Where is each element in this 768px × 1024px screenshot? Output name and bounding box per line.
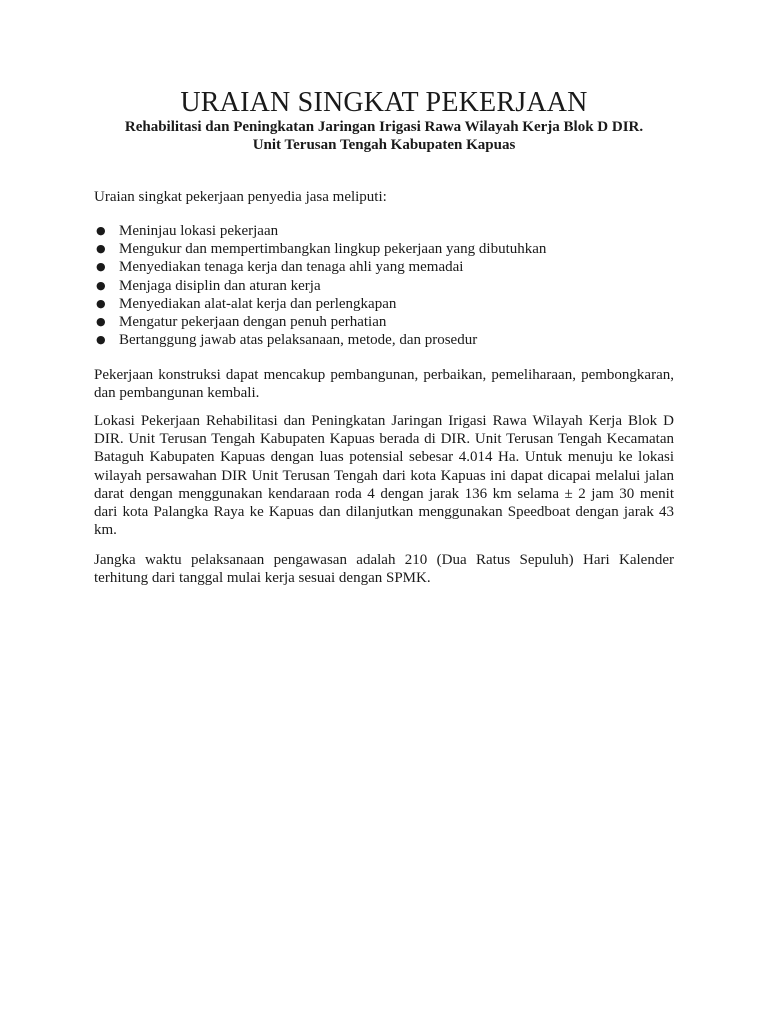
duty-text: Mengatur pekerjaan dengan penuh perhatian: [119, 313, 387, 330]
document-page: [94, 0, 674, 1024]
duty-text: Mengukur dan mempertimbangkan lingkup pekerjaan yang dibutuhkan: [119, 241, 547, 258]
bullet-icon: ●: [96, 224, 106, 237]
duty-text: Menjaga disiplin dan aturan kerja: [119, 277, 321, 294]
list-item: [94, 313, 674, 331]
duties-list: [94, 222, 674, 349]
list-item: [94, 277, 674, 295]
bullet-icon: ●: [96, 278, 106, 292]
paragraph-work-location: Lokasi Pekerjaan Rehabilitasi dan Peningkatan Jaringan Irigasi Rawa Wilayah Kerja Blok D DIR. Unit Terusan Tengah Kabupaten Kapuas berada di DIR. Unit Terusan Tengah Kecamatan Bataguh Kabupaten Kapuas dengan luas potensial sebesar 4.014 Ha. Untuk menuju ke lokasi wilayah persawahan DIR Unit Terusan Tengah dari kota Kapuas ini dapat dicapai melalui jalan darat dengan menggunakan kendaraan roda 4 dengan jarak 136 km selama ± 2 jam 30 menit dari kota Palangka Raya ke Kapuas dan dilanjutkan menggunakan Speedboat dengan jarak 43 km.: [94, 413, 674, 539]
list-item: [94, 222, 674, 240]
list-item: [94, 295, 674, 313]
bullet-icon: ●: [96, 260, 106, 274]
list-item: [94, 258, 674, 276]
document-subtitle-line-1: Rehabilitasi dan Peningkatan Jaringan Irigasi Rawa Wilayah Kerja Blok D DIR.: [124, 119, 644, 135]
bullet-icon: ●: [96, 314, 106, 328]
document-title: URAIAN SINGKAT PEKERJAAN: [180, 87, 588, 118]
list-item: [94, 331, 674, 349]
intro-sentence: Uraian singkat pekerjaan penyedia jasa meliputi:: [94, 189, 387, 205]
list-item: [94, 240, 674, 258]
paragraph-construction-scope: Pekerjaan konstruksi dapat mencakup pembangunan, perbaikan, pemeliharaan, pembongkaran, dan pembangunan kembali.: [94, 367, 674, 402]
bullet-icon: ●: [96, 333, 106, 347]
bullet-icon: ●: [96, 242, 106, 256]
duty-text: Menyediakan alat-alat kerja dan perlengkapan: [119, 295, 397, 312]
duty-text: Bertanggung jawab atas pelaksanaan, metode, dan prosedur: [119, 332, 478, 349]
document-subtitle-line-2: Unit Terusan Tengah Kabupaten Kapuas: [252, 137, 516, 153]
duty-text: Menyediakan tenaga kerja dan tenaga ahli yang memadai: [119, 259, 464, 276]
bullet-icon: ●: [96, 296, 106, 310]
paragraph-duration: Jangka waktu pelaksanaan pengawasan adalah 210 (Dua Ratus Sepuluh) Hari Kalender terhitung dari tanggal mulai kerja sesuai dengan SPMK.: [94, 552, 674, 587]
duty-text: Meninjau lokasi pekerjaan: [119, 223, 279, 239]
